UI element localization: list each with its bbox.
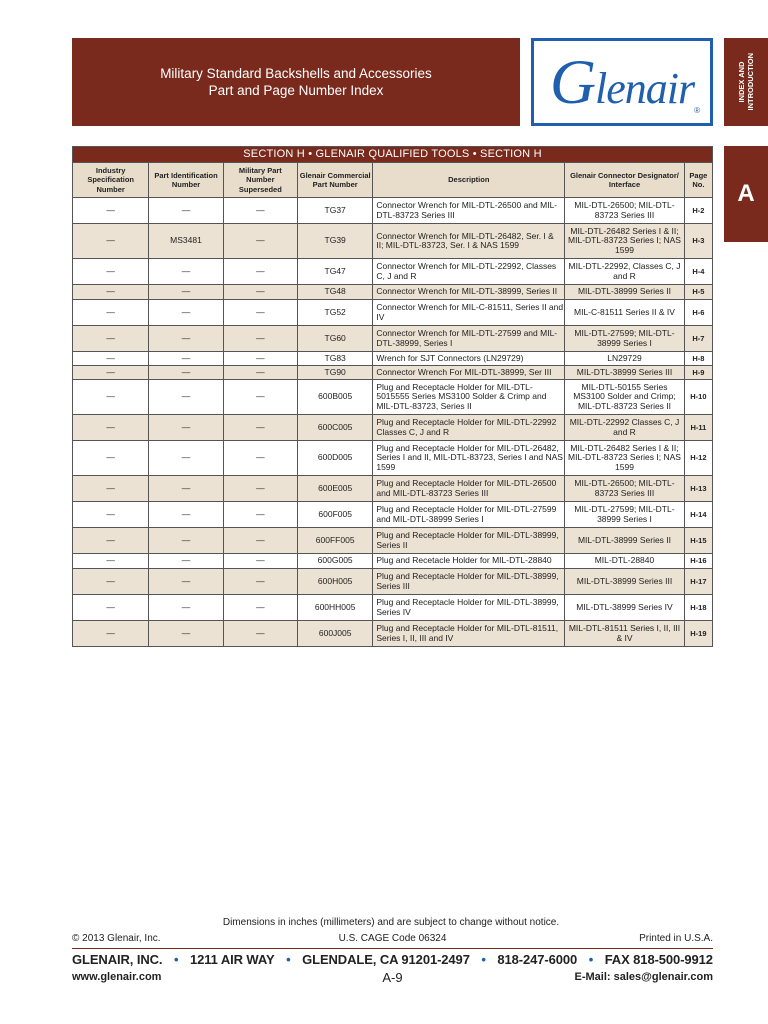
cell-spec: —: [73, 366, 149, 380]
cell-glenair-part: 600FF005: [298, 528, 373, 554]
cell-page: H-18: [684, 595, 712, 621]
cell-glenair-part: 600C005: [298, 415, 373, 441]
cell-interface: LN29729: [565, 352, 685, 366]
table-row: [73, 502, 713, 528]
side-tab-letter: A: [724, 146, 768, 242]
cell-part-id: —: [149, 380, 223, 415]
side-tab-index-introduction: [724, 38, 768, 126]
footer-website-link[interactable]: www.glenair.com: [72, 971, 162, 983]
cell-mil-part: —: [223, 502, 297, 528]
cell-page: H-4: [684, 259, 712, 285]
cell-page: H-17: [684, 569, 712, 595]
cell-spec: —: [73, 554, 149, 569]
cell-spec: —: [73, 502, 149, 528]
cell-spec: —: [73, 326, 149, 352]
cell-mil-part: —: [223, 224, 297, 259]
cell-description: Connector Wrench for MIL-DTL-26500 and MIL-DTL-83723 Series III: [373, 198, 565, 224]
cell-description: Wrench for SJT Connectors (LN29729): [373, 352, 565, 366]
cell-spec: —: [73, 198, 149, 224]
table-row: [73, 441, 713, 476]
cell-interface: MIL-DTL-28840: [565, 554, 685, 569]
cell-part-id: —: [149, 415, 223, 441]
cell-page: H-3: [684, 224, 712, 259]
cell-interface: MIL-DTL-26500; MIL-DTL-83723 Series III: [565, 198, 685, 224]
cell-description: Connector Wrench for MIL-DTL-38999, Series II: [373, 285, 565, 300]
side-tab-line1: INDEX AND: [737, 61, 746, 103]
footer-printed: Printed in U.S.A.: [639, 933, 713, 944]
cell-mil-part: —: [223, 326, 297, 352]
cell-interface: MIL-DTL-26482 Series I & II; MIL-DTL-83723 Series I; NAS 1599: [565, 441, 685, 476]
cell-mil-part: —: [223, 300, 297, 326]
col-header-description: Description: [373, 163, 565, 198]
cell-glenair-part: 600H005: [298, 569, 373, 595]
cell-page: H-19: [684, 621, 712, 647]
cell-page: H-14: [684, 502, 712, 528]
cell-spec: —: [73, 352, 149, 366]
cell-page: H-9: [684, 366, 712, 380]
cell-interface: MIL-DTL-38999 Series III: [565, 366, 685, 380]
cell-description: Connector Wrench for MIL-DTL-27599 and MIL-DTL-38999, Series I: [373, 326, 565, 352]
table-row: [73, 326, 713, 352]
footer-separator: •: [481, 952, 486, 967]
cell-page: H-10: [684, 380, 712, 415]
footer-separator: •: [286, 952, 291, 967]
cell-description: Plug and Receptacle Holder for MIL-DTL-38999, Series III: [373, 569, 565, 595]
cell-page: H-15: [684, 528, 712, 554]
table-row: [73, 595, 713, 621]
cell-mil-part: —: [223, 595, 297, 621]
col-header-mil-part: Military Part Number Superseded: [223, 163, 297, 198]
cell-spec: —: [73, 595, 149, 621]
cell-page: H-2: [684, 198, 712, 224]
side-tab-line2: INTRODUCTION: [746, 53, 755, 111]
section-header-row: [73, 147, 713, 163]
cell-part-id: —: [149, 621, 223, 647]
col-header-page: Page No.: [684, 163, 712, 198]
footer-phone: 818-247-6000: [497, 952, 578, 967]
col-header-glenair-part: Glenair Commercial Part Number: [298, 163, 373, 198]
column-header-row: [73, 163, 713, 198]
cell-interface: MIL-DTL-27599; MIL-DTL-38999 Series I: [565, 326, 685, 352]
cell-glenair-part: TG37: [298, 198, 373, 224]
cell-mil-part: —: [223, 441, 297, 476]
cell-mil-part: —: [223, 352, 297, 366]
cell-mil-part: —: [223, 528, 297, 554]
table-row: [73, 621, 713, 647]
cell-mil-part: —: [223, 366, 297, 380]
col-header-spec: Industry Specification Number: [73, 163, 149, 198]
cell-spec: —: [73, 621, 149, 647]
cell-spec: —: [73, 528, 149, 554]
cell-part-id: —: [149, 554, 223, 569]
table-row: [73, 528, 713, 554]
footer-address-line: [72, 952, 713, 967]
page-title-line2: Part and Page Number Index: [208, 83, 384, 98]
footer-disclaimer: Dimensions in inches (millimeters) and are subject to change without notice.: [222, 917, 560, 928]
table-row: [73, 224, 713, 259]
page-title-banner: [72, 38, 520, 126]
cell-spec: —: [73, 476, 149, 502]
cell-page: H-11: [684, 415, 712, 441]
footer-cage-code: U.S. CAGE Code 06324: [338, 933, 447, 944]
cell-interface: MIL-DTL-26500; MIL-DTL-83723 Series III: [565, 476, 685, 502]
cell-part-id: —: [149, 326, 223, 352]
cell-interface: MIL-DTL-38999 Series II: [565, 528, 685, 554]
footer-fax: FAX 818-500-9912: [604, 952, 713, 967]
cell-description: Plug and Receptacle Holder for MIL-DTL-22992 Classes C, J and R: [373, 415, 565, 441]
logo-wordmark: [549, 46, 695, 117]
cell-spec: —: [73, 441, 149, 476]
cell-interface: MIL-DTL-38999 Series III: [565, 569, 685, 595]
cell-part-id: MS3481: [149, 224, 223, 259]
cell-glenair-part: 600HH005: [298, 595, 373, 621]
cell-mil-part: —: [223, 380, 297, 415]
cell-glenair-part: 600E005: [298, 476, 373, 502]
cell-interface: MIL-DTL-27599; MIL-DTL-38999 Series I: [565, 502, 685, 528]
part-index-table: [72, 146, 713, 647]
cell-description: Connector Wrench for MIL-C-81511, Series II and IV: [373, 300, 565, 326]
registered-mark: ®: [694, 106, 700, 115]
cell-part-id: —: [149, 198, 223, 224]
table-row: [73, 366, 713, 380]
cell-glenair-part: TG52: [298, 300, 373, 326]
cell-mil-part: —: [223, 259, 297, 285]
cell-description: Plug and Receptacle Holder for MIL-DTL-26500 and MIL-DTL-83723 Series III: [373, 476, 565, 502]
cell-description: Plug and Receptacle Holder for MIL-DTL-81511, Series I, II, III and IV: [373, 621, 565, 647]
page-title-line1: Military Standard Backshells and Accessories: [160, 66, 432, 81]
footer-separator: •: [588, 952, 594, 967]
cell-description: Plug and Receptacle Holder for MIL-DTL-38999, Series II: [373, 528, 565, 554]
cell-spec: —: [73, 415, 149, 441]
cell-part-id: —: [149, 502, 223, 528]
cell-description: Plug and Receptacle Holder for MIL-DTL-26482, Series I and II, MIL-DTL-83723, Series I and NAS 1599: [373, 441, 565, 476]
cell-page: H-5: [684, 285, 712, 300]
cell-interface: MIL-DTL-38999 Series II: [565, 285, 685, 300]
cell-description: Plug and Receptacle Holder for MIL-DTL-5015555 Series MS3100 Solder & Crimp and MIL-DTL-83723, Series II: [373, 380, 565, 415]
table-row: [73, 285, 713, 300]
footer-info-row: [72, 933, 713, 944]
cell-glenair-part: 600B005: [298, 380, 373, 415]
cell-glenair-part: TG47: [298, 259, 373, 285]
footer-street: 1211 AIR WAY: [189, 952, 275, 967]
table-row: [73, 352, 713, 366]
footer-divider: [72, 948, 713, 949]
footer-company: GLENAIR, INC.: [72, 952, 163, 967]
footer-copyright: © 2013 Glenair, Inc.: [72, 933, 161, 944]
cell-interface: MIL-C-81511 Series II & IV: [565, 300, 685, 326]
footer-contact-row: [72, 970, 713, 986]
cell-description: Plug and Receptacle Holder for MIL-DTL-38999, Series IV: [373, 595, 565, 621]
col-header-part-id: Part Identification Number: [149, 163, 223, 198]
footer-separator: •: [173, 952, 179, 967]
cell-interface: MIL-DTL-22992, Classes C, J and R: [565, 259, 685, 285]
cell-glenair-part: TG60: [298, 326, 373, 352]
cell-part-id: —: [149, 569, 223, 595]
table-row: [73, 569, 713, 595]
cell-page: H-12: [684, 441, 712, 476]
cell-spec: —: [73, 300, 149, 326]
footer-email-link[interactable]: E-Mail: sales@glenair.com: [574, 971, 713, 983]
cell-glenair-part: TG90: [298, 366, 373, 380]
table-row: [73, 380, 713, 415]
cell-spec: —: [73, 569, 149, 595]
cell-part-id: —: [149, 285, 223, 300]
cell-page: H-6: [684, 300, 712, 326]
cell-page: H-16: [684, 554, 712, 569]
cell-part-id: —: [149, 441, 223, 476]
cell-spec: —: [73, 285, 149, 300]
cell-glenair-part: 600D005: [298, 441, 373, 476]
logo-rest: lenair: [595, 64, 695, 113]
table-body: [73, 198, 713, 647]
footer-city: GLENDALE, CA 91201-2497: [302, 952, 470, 967]
cell-mil-part: —: [223, 285, 297, 300]
cell-mil-part: —: [223, 569, 297, 595]
cell-glenair-part: TG39: [298, 224, 373, 259]
cell-part-id: —: [149, 352, 223, 366]
cell-mil-part: —: [223, 415, 297, 441]
cell-mil-part: —: [223, 198, 297, 224]
page-number: A-9: [382, 970, 403, 985]
cell-description: Plug and Receptacle Holder for MIL-DTL-27599 and MIL-DTL-38999 Series I: [373, 502, 565, 528]
section-title: SECTION H • GLENAIR QUALIFIED TOOLS • SECTION H: [73, 147, 713, 163]
logo-initial: G: [549, 46, 596, 117]
cell-spec: —: [73, 259, 149, 285]
cell-glenair-part: 600F005: [298, 502, 373, 528]
cell-interface: MIL-DTL-50155 Series MS3100 Solder and Crimp; MIL-DTL-83723 Series II: [565, 380, 685, 415]
cell-glenair-part: 600J005: [298, 621, 373, 647]
cell-part-id: —: [149, 476, 223, 502]
cell-spec: —: [73, 380, 149, 415]
cell-spec: —: [73, 224, 149, 259]
cell-page: H-13: [684, 476, 712, 502]
table-row: [73, 415, 713, 441]
table-row: [73, 476, 713, 502]
cell-page: H-8: [684, 352, 712, 366]
cell-glenair-part: TG83: [298, 352, 373, 366]
cell-glenair-part: 600G005: [298, 554, 373, 569]
table-row: [73, 300, 713, 326]
cell-part-id: —: [149, 528, 223, 554]
cell-description: Plug and Recetacle Holder for MIL-DTL-28840: [373, 554, 565, 569]
cell-part-id: —: [149, 259, 223, 285]
cell-mil-part: —: [223, 554, 297, 569]
cell-interface: MIL-DTL-38999 Series IV: [565, 595, 685, 621]
cell-description: Connector Wrench for MIL-DTL-22992, Classes C, J and R: [373, 259, 565, 285]
side-tab-index-label: [737, 53, 755, 111]
cell-mil-part: —: [223, 476, 297, 502]
cell-part-id: —: [149, 595, 223, 621]
logo-inner: [534, 41, 710, 123]
cell-page: H-7: [684, 326, 712, 352]
cell-mil-part: —: [223, 621, 297, 647]
cell-interface: MIL-DTL-81511 Series I, II, III & IV: [565, 621, 685, 647]
table-row: [73, 554, 713, 569]
cell-part-id: —: [149, 366, 223, 380]
cell-glenair-part: TG48: [298, 285, 373, 300]
col-header-interface: Glenair Connector Designator/ Interface: [565, 163, 685, 198]
glenair-logo: [531, 38, 713, 126]
cell-interface: MIL-DTL-26482 Series I & II; MIL-DTL-83723 Series I; NAS 1599: [565, 224, 685, 259]
table-row: [73, 259, 713, 285]
cell-description: Connector Wrench for MIL-DTL-26482, Ser. I & II; MIL-DTL-83723, Ser. I & NAS 1599: [373, 224, 565, 259]
table-row: [73, 198, 713, 224]
cell-description: Connector Wrench For MIL-DTL-38999, Ser III: [373, 366, 565, 380]
cell-interface: MIL-DTL-22992 Classes C, J and R: [565, 415, 685, 441]
cell-part-id: —: [149, 300, 223, 326]
